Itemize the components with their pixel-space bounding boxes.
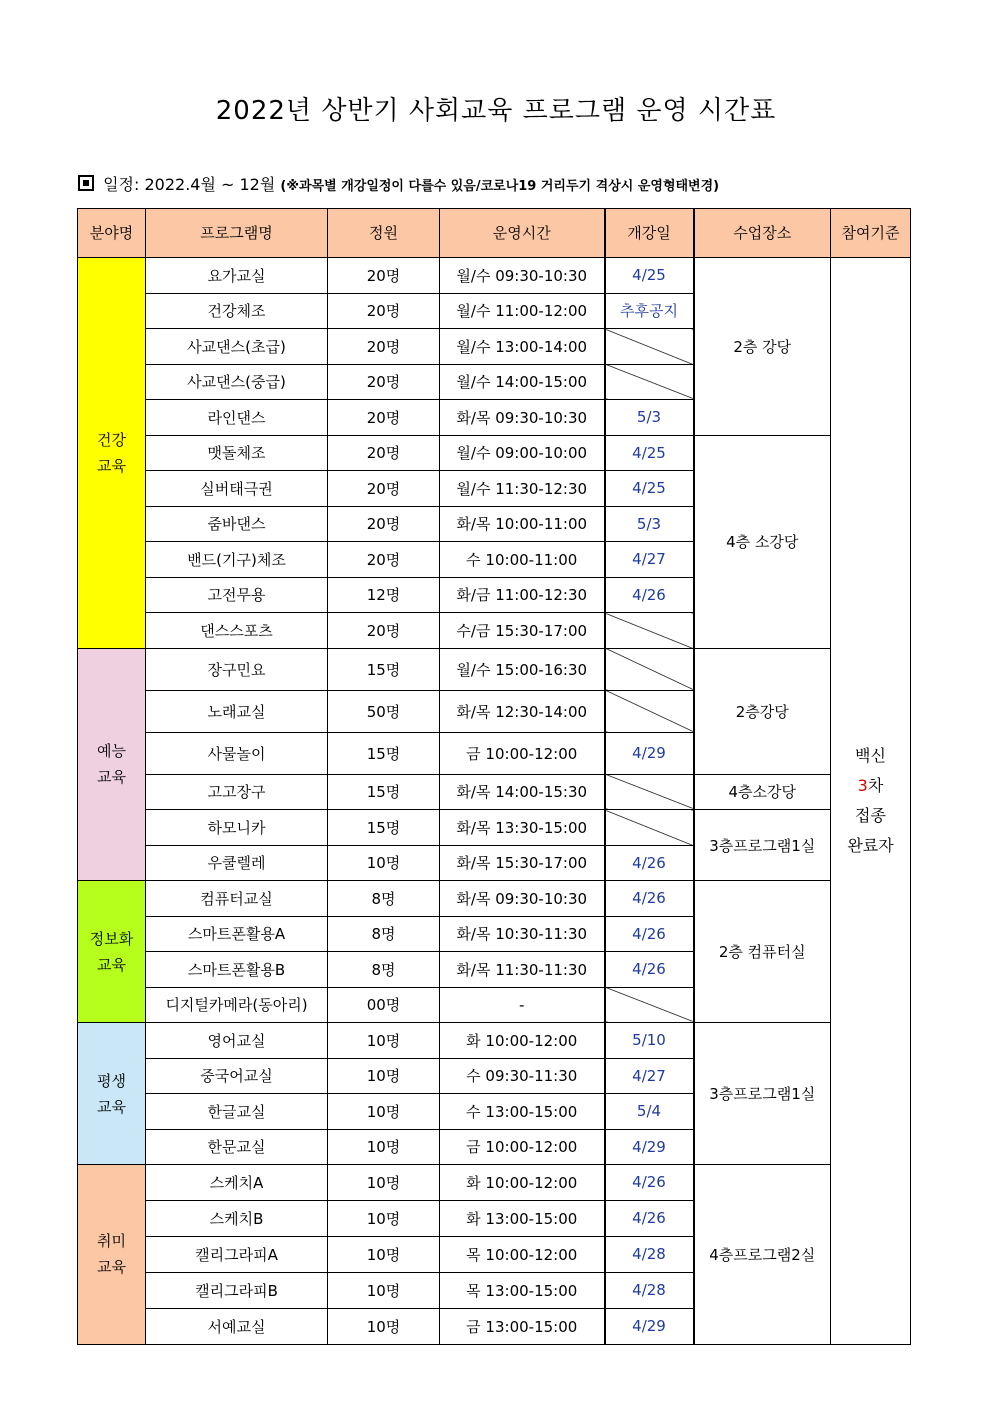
start-date: 5/3	[605, 506, 694, 542]
run-time: 목 13:00-15:00	[440, 1272, 605, 1308]
capacity: 20명	[328, 258, 440, 294]
run-time: 화/목 14:00-15:30	[440, 774, 605, 810]
place-cell: 4층프로그램2실	[694, 1165, 831, 1345]
capacity: 20명	[328, 613, 440, 649]
schedule-period	[78, 172, 719, 195]
program-name: 스마트폰활용B	[146, 952, 328, 988]
capacity: 10명	[328, 1023, 440, 1059]
period-label: 일정: 2022.4월 ~ 12월	[103, 175, 276, 194]
run-time: -	[440, 987, 605, 1023]
category-hobby: 취미 교육	[78, 1165, 146, 1345]
program-name: 사교댄스(중급)	[146, 364, 328, 400]
start-date: 4/27	[605, 1058, 694, 1094]
capacity: 10명	[328, 1129, 440, 1165]
capacity: 20명	[328, 400, 440, 436]
program-name: 줌바댄스	[146, 506, 328, 542]
start-date-empty	[605, 329, 694, 365]
capacity: 00명	[328, 987, 440, 1023]
place-cell: 4층 소강당	[694, 435, 831, 648]
start-date: 4/29	[605, 732, 694, 774]
start-date: 4/26	[605, 881, 694, 917]
category-life: 평생 교육	[78, 1023, 146, 1165]
program-name: 요가교실	[146, 258, 328, 294]
run-time: 목 10:00-12:00	[440, 1236, 605, 1272]
capacity: 15명	[328, 732, 440, 774]
run-time: 수 13:00-15:00	[440, 1094, 605, 1130]
program-name: 중국어교실	[146, 1058, 328, 1094]
page-title: 2022년 상반기 사회교육 프로그램 운영 시간표	[215, 96, 777, 126]
category-info: 정보화 교육	[78, 881, 146, 1023]
run-time: 월/수 13:00-14:00	[440, 329, 605, 365]
capacity: 8명	[328, 916, 440, 952]
capacity: 10명	[328, 1200, 440, 1236]
start-date: 4/25	[605, 435, 694, 471]
criteria-cell: 백신 3차 접종 완료자	[831, 258, 911, 1345]
table-row	[78, 1165, 911, 1201]
run-time: 금 13:00-15:00	[440, 1308, 605, 1344]
header-field: 분야명	[78, 209, 146, 258]
timetable	[77, 208, 911, 1345]
start-date: 4/27	[605, 542, 694, 578]
header-row	[78, 209, 911, 258]
program-name: 스케치A	[146, 1165, 328, 1201]
run-time: 화/금 11:00-12:30	[440, 577, 605, 613]
run-time: 월/수 14:00-15:00	[440, 364, 605, 400]
program-name: 영어교실	[146, 1023, 328, 1059]
capacity: 15명	[328, 774, 440, 810]
run-time: 화/목 10:00-11:00	[440, 506, 605, 542]
run-time: 화/목 09:30-10:30	[440, 881, 605, 917]
place-cell: 2층 컴퓨터실	[694, 881, 831, 1023]
capacity: 20명	[328, 329, 440, 365]
run-time: 수 10:00-11:00	[440, 542, 605, 578]
run-time: 화/목 13:30-15:00	[440, 810, 605, 846]
program-name: 라인댄스	[146, 400, 328, 436]
period-note: (※과목별 개강일정이 다를수 있음/코로나19 거리두기 격상시 운영형태변경)	[280, 179, 720, 194]
start-date: 4/26	[605, 952, 694, 988]
capacity: 10명	[328, 1308, 440, 1344]
start-date: 4/29	[605, 1308, 694, 1344]
start-date: 4/25	[605, 471, 694, 507]
program-name: 고고장구	[146, 774, 328, 810]
header-time: 운영시간	[440, 209, 605, 258]
header-criteria: 참여기준	[831, 209, 911, 258]
program-name: 댄스스포츠	[146, 613, 328, 649]
start-date: 4/26	[605, 845, 694, 881]
program-name: 사교댄스(초급)	[146, 329, 328, 365]
program-name: 서예교실	[146, 1308, 328, 1344]
header-start: 개강일	[605, 209, 694, 258]
program-name: 스케치B	[146, 1200, 328, 1236]
header-capacity: 정원	[328, 209, 440, 258]
program-name: 맷돌체조	[146, 435, 328, 471]
capacity: 15명	[328, 648, 440, 690]
run-time: 화/목 11:30-11:30	[440, 952, 605, 988]
start-date: 5/10	[605, 1023, 694, 1059]
run-time: 화/목 09:30-10:30	[440, 400, 605, 436]
start-date-empty	[605, 364, 694, 400]
run-time: 화 13:00-15:00	[440, 1200, 605, 1236]
table-row	[78, 881, 911, 917]
program-name: 밴드(기구)체조	[146, 542, 328, 578]
capacity: 12명	[328, 577, 440, 613]
program-name: 실버태극권	[146, 471, 328, 507]
capacity: 20명	[328, 435, 440, 471]
program-name: 캘리그라피A	[146, 1236, 328, 1272]
table-row	[78, 774, 911, 810]
run-time: 월/수 11:30-12:30	[440, 471, 605, 507]
start-date: 5/3	[605, 400, 694, 436]
capacity: 10명	[328, 1236, 440, 1272]
capacity: 20명	[328, 506, 440, 542]
run-time: 월/수 09:30-10:30	[440, 258, 605, 294]
program-name: 한글교실	[146, 1094, 328, 1130]
program-name: 스마트폰활용A	[146, 916, 328, 952]
start-date-empty	[605, 987, 694, 1023]
start-date-empty	[605, 613, 694, 649]
program-name: 디지털카메라(동아리)	[146, 987, 328, 1023]
start-date: 추후공지	[605, 293, 694, 329]
table-row	[78, 258, 911, 294]
capacity: 10명	[328, 1058, 440, 1094]
program-name: 장구민요	[146, 648, 328, 690]
table-row	[78, 810, 911, 846]
start-date: 4/26	[605, 1165, 694, 1201]
category-health: 건강 교육	[78, 258, 146, 649]
place-cell: 2층 강당	[694, 258, 831, 436]
program-name: 고전무용	[146, 577, 328, 613]
run-time: 수/금 15:30-17:00	[440, 613, 605, 649]
start-date: 4/29	[605, 1129, 694, 1165]
place-cell: 3층프로그램1실	[694, 1023, 831, 1165]
capacity: 20명	[328, 364, 440, 400]
start-date-empty	[605, 690, 694, 732]
start-date-empty	[605, 810, 694, 846]
run-time: 월/수 09:00-10:00	[440, 435, 605, 471]
place-cell: 4층소강당	[694, 774, 831, 810]
square-bullet-icon	[78, 175, 94, 191]
run-time: 화 10:00-12:00	[440, 1023, 605, 1059]
capacity: 50명	[328, 690, 440, 732]
capacity: 20명	[328, 542, 440, 578]
capacity: 10명	[328, 1272, 440, 1308]
capacity: 10명	[328, 845, 440, 881]
place-cell: 3층프로그램1실	[694, 810, 831, 881]
start-date: 4/28	[605, 1272, 694, 1308]
program-name: 한문교실	[146, 1129, 328, 1165]
capacity: 20명	[328, 293, 440, 329]
start-date: 4/28	[605, 1236, 694, 1272]
table-row	[78, 1023, 911, 1059]
run-time: 화/목 10:30-11:30	[440, 916, 605, 952]
capacity: 8명	[328, 881, 440, 917]
capacity: 10명	[328, 1094, 440, 1130]
program-name: 컴퓨터교실	[146, 881, 328, 917]
category-art: 예능 교육	[78, 648, 146, 881]
start-date-empty	[605, 648, 694, 690]
start-date: 5/4	[605, 1094, 694, 1130]
program-name: 건강체조	[146, 293, 328, 329]
run-time: 화 10:00-12:00	[440, 1165, 605, 1201]
start-date-empty	[605, 774, 694, 810]
start-date: 4/26	[605, 916, 694, 952]
place-cell: 2층강당	[694, 648, 831, 774]
run-time: 월/수 15:00-16:30	[440, 648, 605, 690]
start-date: 4/26	[605, 1200, 694, 1236]
run-time: 화/목 15:30-17:00	[440, 845, 605, 881]
header-program: 프로그램명	[146, 209, 328, 258]
program-name: 노래교실	[146, 690, 328, 732]
start-date: 4/26	[605, 577, 694, 613]
capacity: 10명	[328, 1165, 440, 1201]
run-time: 화/목 12:30-14:00	[440, 690, 605, 732]
capacity: 8명	[328, 952, 440, 988]
run-time: 월/수 11:00-12:00	[440, 293, 605, 329]
run-time: 금 10:00-12:00	[440, 732, 605, 774]
capacity: 15명	[328, 810, 440, 846]
program-name: 캘리그라피B	[146, 1272, 328, 1308]
start-date: 4/25	[605, 258, 694, 294]
program-name: 사물놀이	[146, 732, 328, 774]
header-place: 수업장소	[694, 209, 831, 258]
program-name: 우쿨렐레	[146, 845, 328, 881]
run-time: 수 09:30-11:30	[440, 1058, 605, 1094]
run-time: 금 10:00-12:00	[440, 1129, 605, 1165]
capacity: 20명	[328, 471, 440, 507]
table-row	[78, 648, 911, 690]
table-row	[78, 435, 911, 471]
program-name: 하모니카	[146, 810, 328, 846]
